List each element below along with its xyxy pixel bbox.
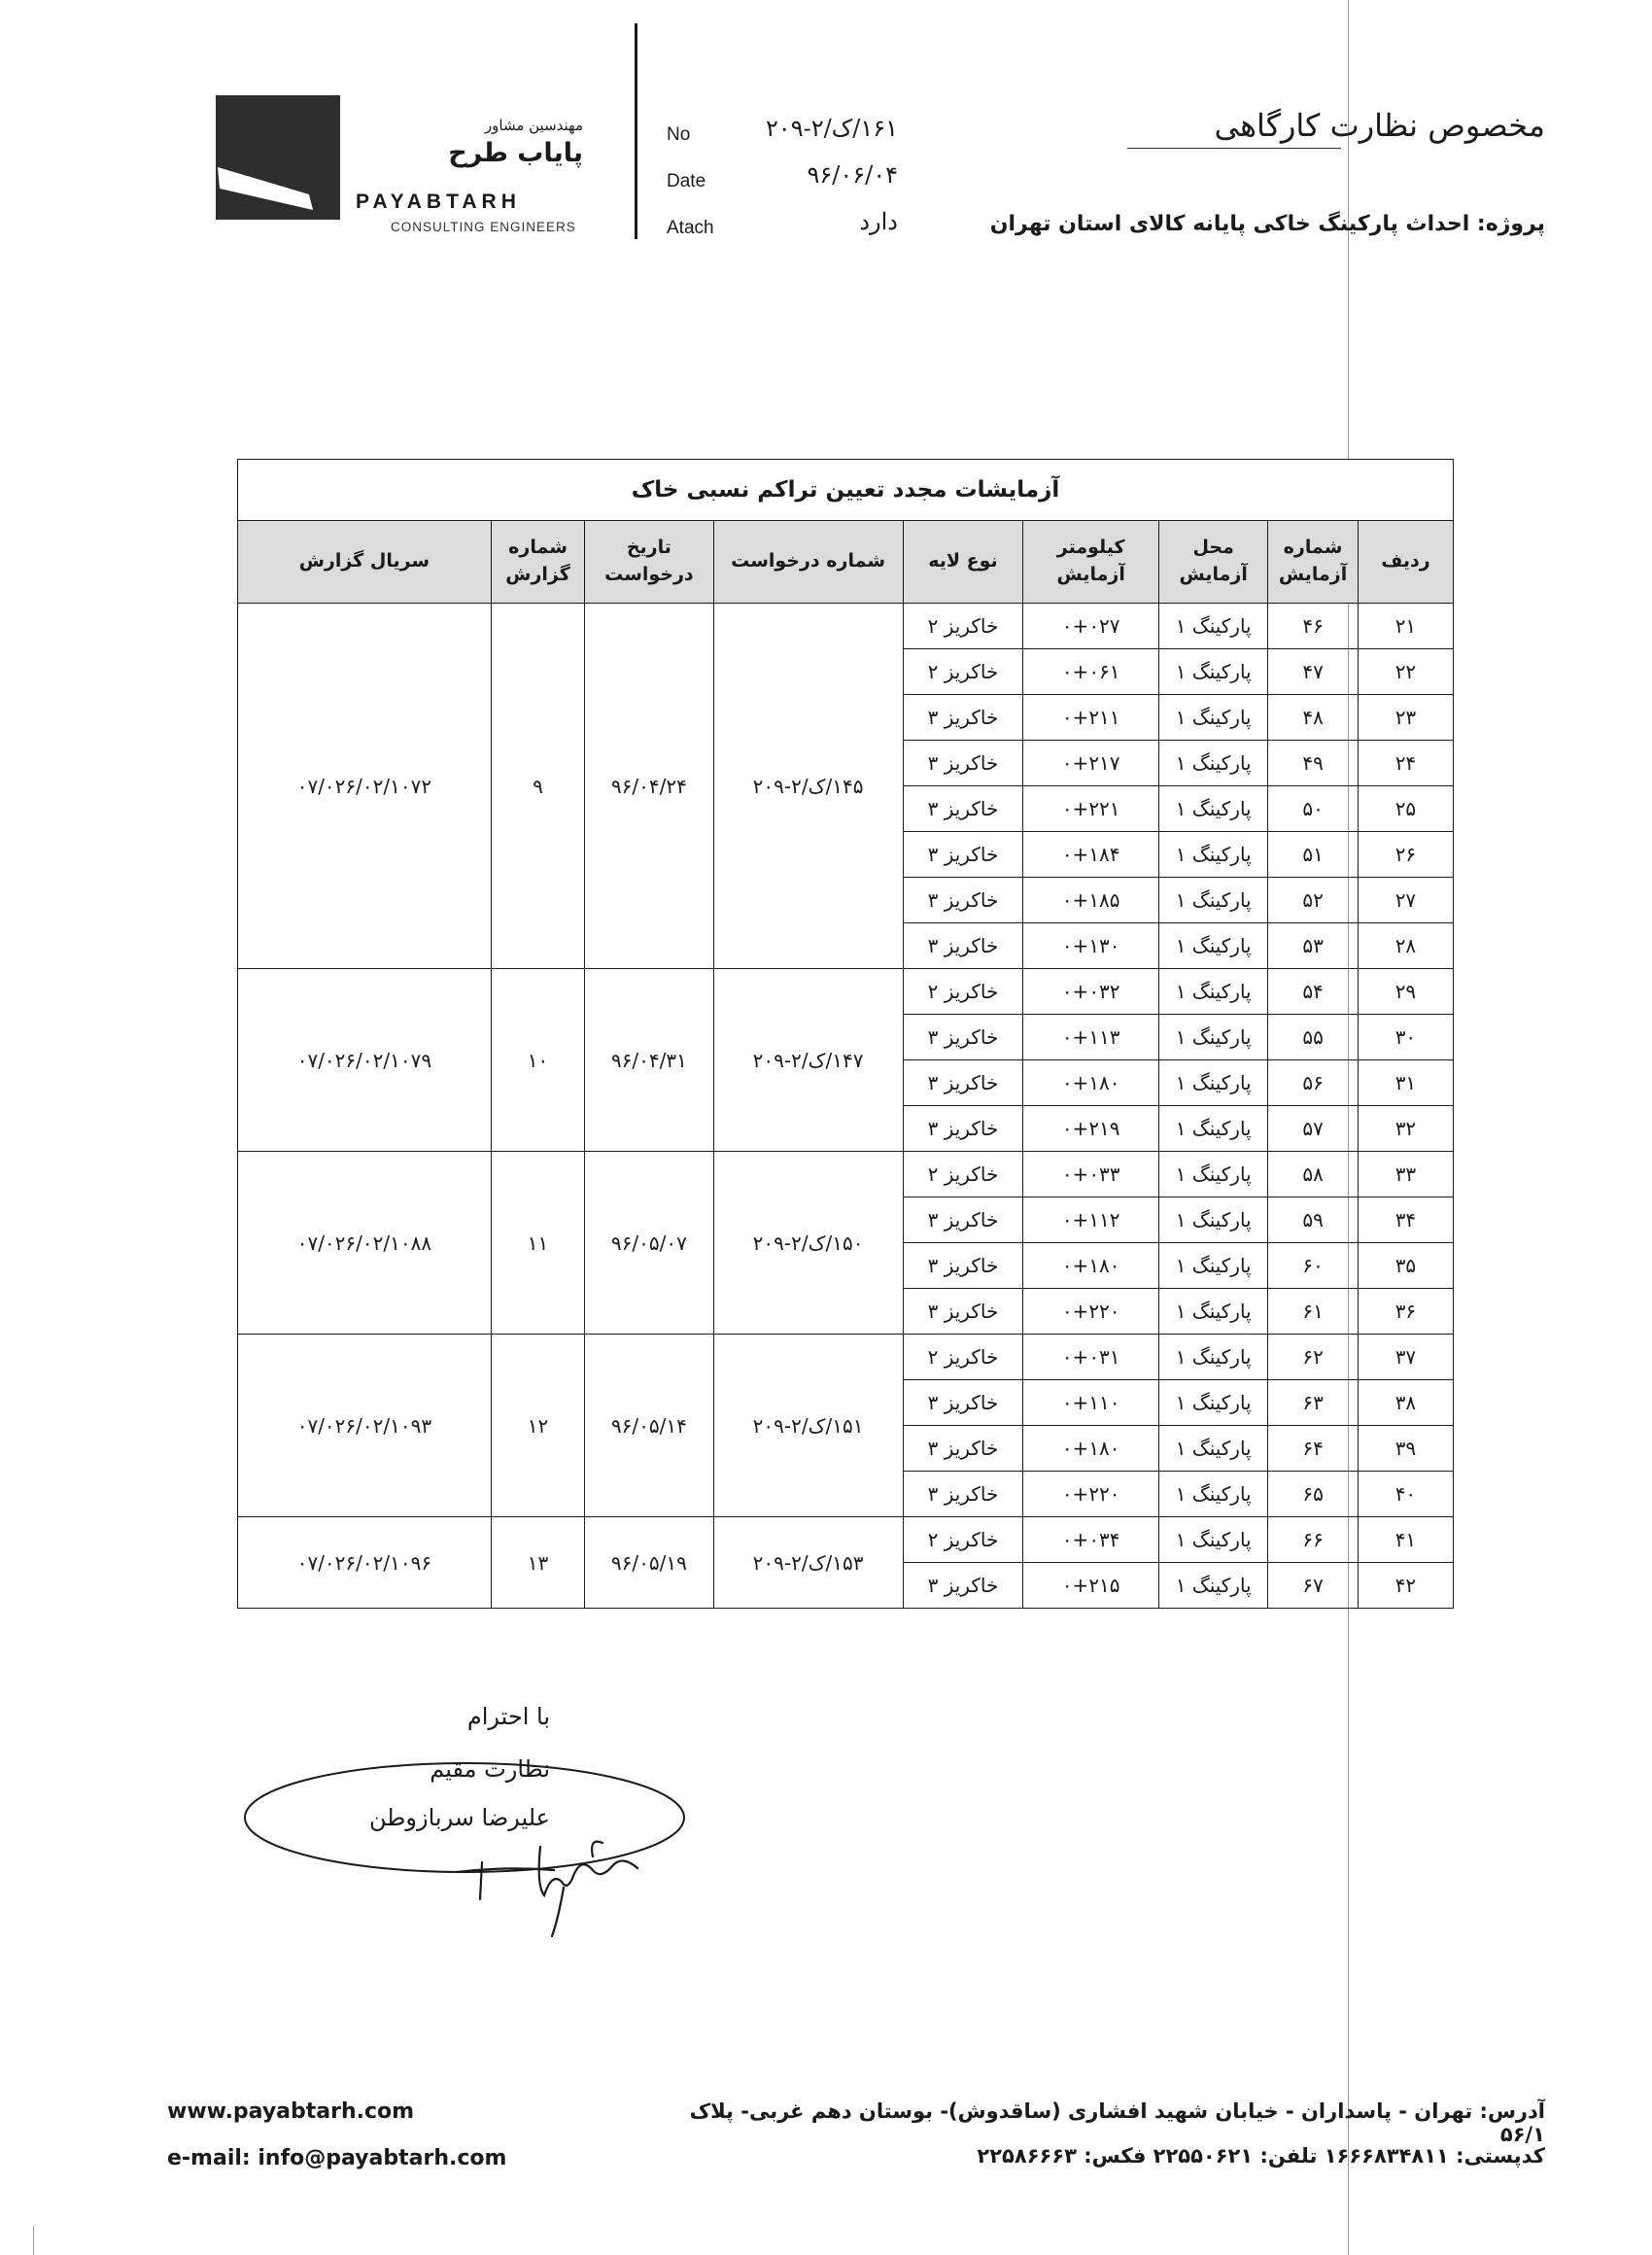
project-name: پروژه: احداث پارکینگ خاکی پایانه کالای استان تهران	[989, 212, 1545, 236]
header-request-no: شماره درخواست	[713, 521, 903, 604]
cell-test-no: ۴۷	[1268, 649, 1359, 695]
cell-test-no: ۵۹	[1268, 1197, 1359, 1243]
signer-name: علیرضا سربازوطن	[369, 1804, 550, 1831]
soil-compaction-table	[237, 459, 1454, 1609]
table-row	[238, 1335, 1454, 1380]
logo-subtitle-en: CONSULTING ENGINEERS	[391, 220, 576, 234]
cell-radif: ۳۷	[1358, 1335, 1453, 1380]
cell-km: ۰+۰۳۳	[1023, 1152, 1159, 1197]
cell-layer: خاکریز ۳	[903, 878, 1023, 923]
cell-test-no: ۶۶	[1268, 1517, 1359, 1563]
cell-place: پارکینگ ۱	[1159, 741, 1268, 786]
cell-place: پارکینگ ۱	[1159, 1243, 1268, 1289]
table-row	[238, 604, 1454, 649]
cell-request-date: ۹۶/۰۴/۲۴	[585, 604, 713, 969]
cell-radif: ۴۰	[1358, 1472, 1453, 1517]
cell-radif: ۳۰	[1358, 1015, 1453, 1060]
cell-layer: خاکریز ۳	[903, 1243, 1023, 1289]
cell-report-no: ۹	[491, 604, 584, 969]
cell-place: پارکینگ ۱	[1159, 695, 1268, 741]
cell-km: ۰+۰۶۱	[1023, 649, 1159, 695]
scan-left-edge-line	[33, 2226, 34, 2255]
cell-layer: خاکریز ۳	[903, 832, 1023, 878]
footer-email[interactable]: e-mail: info@payabtarh.com	[167, 2146, 507, 2170]
cell-report-no: ۱۱	[491, 1152, 584, 1335]
cell-radif: ۳۹	[1358, 1426, 1453, 1472]
company-logo	[216, 95, 340, 220]
footer-website[interactable]: www.payabtarh.com	[167, 2099, 415, 2124]
cell-test-no: ۵۳	[1268, 923, 1359, 969]
cell-layer: خاکریز ۳	[903, 695, 1023, 741]
cell-place: پارکینگ ۱	[1159, 923, 1268, 969]
cell-request-no: ۱۵۳/ک/۲-۲۰۹	[713, 1517, 903, 1609]
cell-place: پارکینگ ۱	[1159, 1289, 1268, 1335]
cell-report-no: ۱۰	[491, 969, 584, 1152]
cell-place: پارکینگ ۱	[1159, 1015, 1268, 1060]
cell-radif: ۲۵	[1358, 786, 1453, 832]
date-value: ۹۶/۰۶/۰۴	[807, 161, 898, 189]
cell-layer: خاکریز ۲	[903, 649, 1023, 695]
cell-km: ۰+۲۲۰	[1023, 1472, 1159, 1517]
cell-km: ۰+۱۸۰	[1023, 1060, 1159, 1106]
cell-request-no: ۱۵۰/ک/۲-۲۰۹	[713, 1152, 903, 1335]
cell-test-no: ۵۵	[1268, 1015, 1359, 1060]
cell-km: ۰+۱۱۳	[1023, 1015, 1159, 1060]
cell-km: ۰+۱۸۵	[1023, 878, 1159, 923]
cell-km: ۰+۰۳۱	[1023, 1335, 1159, 1380]
cell-radif: ۲۶	[1358, 832, 1453, 878]
cell-test-no: ۵۱	[1268, 832, 1359, 878]
cell-place: پارکینگ ۱	[1159, 1197, 1268, 1243]
header-divider-line	[635, 23, 637, 239]
cell-layer: خاکریز ۳	[903, 1289, 1023, 1335]
cell-place: پارکینگ ۱	[1159, 1380, 1268, 1426]
cell-km: ۰+۰۳۲	[1023, 969, 1159, 1015]
cell-test-no: ۵۰	[1268, 786, 1359, 832]
cell-radif: ۲۸	[1358, 923, 1453, 969]
cell-radif: ۲۹	[1358, 969, 1453, 1015]
logo-name-en: PAYABTARH	[356, 191, 521, 213]
cell-test-no: ۵۸	[1268, 1152, 1359, 1197]
cell-place: پارکینگ ۱	[1159, 1152, 1268, 1197]
cell-place: پارکینگ ۱	[1159, 649, 1268, 695]
cell-request-no: ۱۵۱/ک/۲-۲۰۹	[713, 1335, 903, 1517]
cell-layer: خاکریز ۳	[903, 923, 1023, 969]
number-value: ۱۶۱/ک/۲-۲۰۹	[766, 115, 898, 142]
cell-test-no: ۵۶	[1268, 1060, 1359, 1106]
cell-serial: ۰۷/۰۲۶/۰۲/۱۰۷۲	[238, 604, 492, 969]
cell-test-no: ۶۴	[1268, 1426, 1359, 1472]
cell-request-date: ۹۶/۰۵/۱۹	[585, 1517, 713, 1609]
cell-radif: ۴۲	[1358, 1563, 1453, 1609]
cell-radif: ۳۸	[1358, 1380, 1453, 1426]
cell-layer: خاکریز ۳	[903, 786, 1023, 832]
logo-name-fa: پایاب طرح	[448, 138, 583, 168]
cell-layer: خاکریز ۲	[903, 1517, 1023, 1563]
cell-place: پارکینگ ۱	[1159, 969, 1268, 1015]
title-underline	[1127, 148, 1341, 149]
logo-subtitle-fa: مهندسین مشاور	[484, 117, 583, 134]
cell-km: ۰+۲۲۰	[1023, 1289, 1159, 1335]
cell-km: ۰+۱۸۰	[1023, 1426, 1159, 1472]
table-row	[238, 969, 1454, 1015]
cell-test-no: ۶۳	[1268, 1380, 1359, 1426]
cell-test-no: ۵۴	[1268, 969, 1359, 1015]
cell-place: پارکینگ ۱	[1159, 786, 1268, 832]
cell-radif: ۳۳	[1358, 1152, 1453, 1197]
cell-test-no: ۵۷	[1268, 1106, 1359, 1152]
cell-test-no: ۶۰	[1268, 1243, 1359, 1289]
cell-place: پارکینگ ۱	[1159, 832, 1268, 878]
table-title: آزمایشات مجدد تعیین تراکم نسبی خاک	[238, 460, 1454, 521]
attach-value: دارد	[859, 208, 898, 235]
cell-request-no: ۱۴۷/ک/۲-۲۰۹	[713, 969, 903, 1152]
footer-contact: کدپستی: ۱۶۶۶۸۳۴۸۱۱ تلفن: ۲۲۵۵۰۶۲۱ فکس: ۲۲۵۸۶۶۶۳	[977, 2144, 1545, 2168]
cell-km: ۰+۲۱۷	[1023, 741, 1159, 786]
table-body	[238, 604, 1454, 1609]
handwritten-signature	[447, 1827, 661, 1954]
cell-radif: ۲۴	[1358, 741, 1453, 786]
signer-role: نظارت مقیم	[430, 1755, 550, 1783]
cell-test-no: ۶۷	[1268, 1563, 1359, 1609]
cell-place: پارکینگ ۱	[1159, 1335, 1268, 1380]
cell-km: ۰+۱۳۰	[1023, 923, 1159, 969]
cell-test-no: ۶۱	[1268, 1289, 1359, 1335]
header-km: کیلومتر آزمایش	[1023, 521, 1159, 604]
cell-report-no: ۱۲	[491, 1335, 584, 1517]
cell-layer: خاکریز ۳	[903, 1380, 1023, 1426]
cell-place: پارکینگ ۱	[1159, 1060, 1268, 1106]
cell-request-date: ۹۶/۰۴/۳۱	[585, 969, 713, 1152]
cell-km: ۰+۱۸۴	[1023, 832, 1159, 878]
cell-test-no: ۶۲	[1268, 1335, 1359, 1380]
cell-layer: خاکریز ۲	[903, 969, 1023, 1015]
regards-text: با احترام	[466, 1703, 550, 1730]
cell-radif: ۳۴	[1358, 1197, 1453, 1243]
number-label: No	[667, 124, 691, 145]
footer-address: آدرس: تهران - پاسداران - خیابان شهید افشاری (ساقدوش)- بوستان دهم غربی- پلاک ۵۶/۱	[689, 2099, 1545, 2146]
document-title: مخصوص نظارت کارگاهی	[1214, 107, 1545, 144]
cell-radif: ۳۲	[1358, 1106, 1453, 1152]
cell-layer: خاکریز ۳	[903, 1472, 1023, 1517]
cell-radif: ۲۷	[1358, 878, 1453, 923]
cell-radif: ۲۱	[1358, 604, 1453, 649]
cell-radif: ۲۳	[1358, 695, 1453, 741]
cell-layer: خاکریز ۲	[903, 1152, 1023, 1197]
cell-place: پارکینگ ۱	[1159, 1472, 1268, 1517]
cell-km: ۰+۰۳۴	[1023, 1517, 1159, 1563]
cell-layer: خاکریز ۳	[903, 1563, 1023, 1609]
cell-place: پارکینگ ۱	[1159, 1106, 1268, 1152]
cell-km: ۰+۱۸۰	[1023, 1243, 1159, 1289]
cell-test-no: ۵۲	[1268, 878, 1359, 923]
cell-km: ۰+۱۱۲	[1023, 1197, 1159, 1243]
header-request-date: تاریخ درخواست	[585, 521, 713, 604]
cell-radif: ۴۱	[1358, 1517, 1453, 1563]
cell-place: پارکینگ ۱	[1159, 604, 1268, 649]
cell-place: پارکینگ ۱	[1159, 1563, 1268, 1609]
cell-layer: خاکریز ۲	[903, 1335, 1023, 1380]
table-row	[238, 1517, 1454, 1563]
header-serial: سریال گزارش	[238, 521, 492, 604]
header-layer: نوع لایه	[903, 521, 1023, 604]
cell-layer: خاکریز ۳	[903, 741, 1023, 786]
cell-layer: خاکریز ۳	[903, 1106, 1023, 1152]
header-test-no: شماره آزمایش	[1268, 521, 1359, 604]
cell-km: ۰+۱۱۰	[1023, 1380, 1159, 1426]
cell-radif: ۲۲	[1358, 649, 1453, 695]
cell-test-no: ۴۹	[1268, 741, 1359, 786]
cell-km: ۰+۲۱۱	[1023, 695, 1159, 741]
header-report-no: شماره گزارش	[491, 521, 584, 604]
cell-layer: خاکریز ۳	[903, 1015, 1023, 1060]
header-place: محل آزمایش	[1159, 521, 1268, 604]
cell-test-no: ۴۸	[1268, 695, 1359, 741]
cell-km: ۰+۲۱۵	[1023, 1563, 1159, 1609]
cell-report-no: ۱۳	[491, 1517, 584, 1609]
cell-radif: ۳۶	[1358, 1289, 1453, 1335]
table-row	[238, 1152, 1454, 1197]
date-label: Date	[667, 171, 706, 191]
cell-layer: خاکریز ۲	[903, 604, 1023, 649]
cell-layer: خاکریز ۳	[903, 1060, 1023, 1106]
cell-layer: خاکریز ۳	[903, 1197, 1023, 1243]
attach-label: Atach	[667, 218, 714, 238]
cell-serial: ۰۷/۰۲۶/۰۲/۱۰۷۹	[238, 969, 492, 1152]
cell-serial: ۰۷/۰۲۶/۰۲/۱۰۹۶	[238, 1517, 492, 1609]
cell-place: پارکینگ ۱	[1159, 1426, 1268, 1472]
cell-serial: ۰۷/۰۲۶/۰۲/۱۰۹۳	[238, 1335, 492, 1517]
cell-place: پارکینگ ۱	[1159, 1517, 1268, 1563]
cell-place: پارکینگ ۱	[1159, 878, 1268, 923]
cell-layer: خاکریز ۳	[903, 1426, 1023, 1472]
logo-mark-icon	[216, 95, 340, 220]
cell-request-date: ۹۶/۰۵/۱۴	[585, 1335, 713, 1517]
cell-km: ۰+۲۱۹	[1023, 1106, 1159, 1152]
cell-serial: ۰۷/۰۲۶/۰۲/۱۰۸۸	[238, 1152, 492, 1335]
cell-request-no: ۱۴۵/ک/۲-۲۰۹	[713, 604, 903, 969]
cell-radif: ۳۱	[1358, 1060, 1453, 1106]
cell-km: ۰+۰۲۷	[1023, 604, 1159, 649]
cell-request-date: ۹۶/۰۵/۰۷	[585, 1152, 713, 1335]
cell-test-no: ۴۶	[1268, 604, 1359, 649]
header-radif: ردیف	[1358, 521, 1453, 604]
cell-test-no: ۶۵	[1268, 1472, 1359, 1517]
cell-radif: ۳۵	[1358, 1243, 1453, 1289]
cell-km: ۰+۲۲۱	[1023, 786, 1159, 832]
